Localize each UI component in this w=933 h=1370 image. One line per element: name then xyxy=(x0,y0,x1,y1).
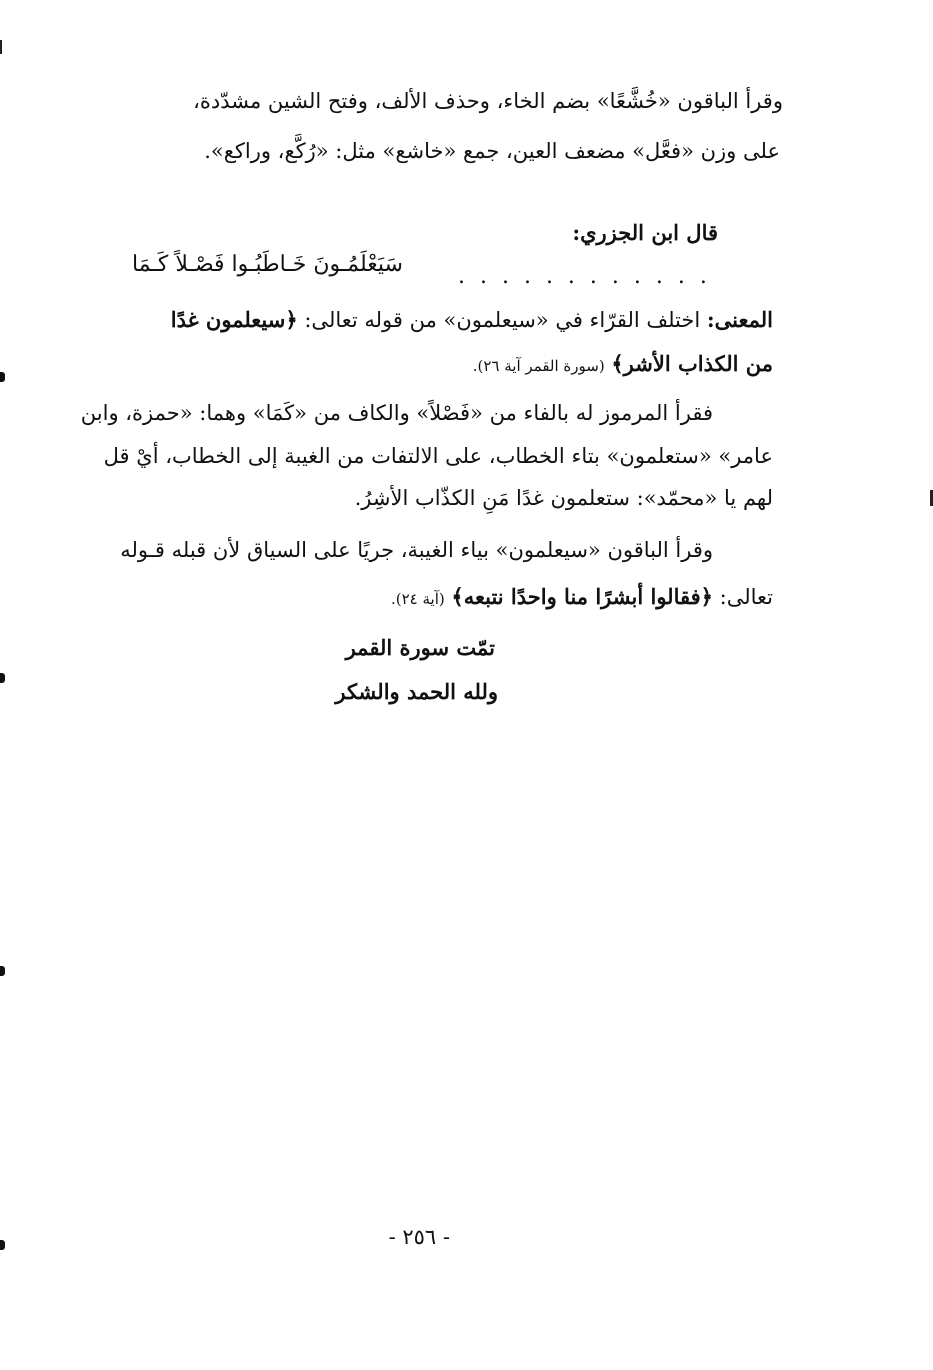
quran-quote-26-start: ﴿سيعلمون غدًا xyxy=(170,307,298,332)
scan-edge-mark xyxy=(0,673,5,683)
verse-text: سَيَعْلَمُـونَ خَـاطَبُـوا فَصْـلاً كَـمَا xyxy=(132,252,403,277)
paragraph-3-line-1: فقرأ المرموز له بالفاء من «فَصْلاً» والكاف من «كَمَا» وهما: «حمزة، وابن xyxy=(80,401,713,425)
scan-edge-mark xyxy=(0,966,5,976)
paragraph-2-line-1 xyxy=(171,305,773,335)
verse-header: قال ابن الجزري: xyxy=(572,220,718,245)
closing-line-2: ولله الحمد والشكر xyxy=(335,679,498,704)
scan-edge-mark xyxy=(0,1240,5,1250)
paragraph-1-line-2: على وزن «فعَّل» مضعف العين، جمع «خاشع» مثل: «رُكَّع، وراكع». xyxy=(204,139,780,163)
closing-line-1: تمّت سورة القمر xyxy=(345,635,495,660)
quran-quote-24: ﴿فقالوا أبشرًا منا واحدًا نتبعه﴾ xyxy=(451,584,713,609)
verse-ellipsis: . . . . . . . . . . . . xyxy=(458,264,711,289)
meaning-label: المعنى: xyxy=(706,307,773,332)
paragraph-3-line-3: لهم يا «محمّد»: ستعلمون غدًا مَنِ الكذّاب الأشِرُ. xyxy=(354,486,773,510)
quran-intro: تعالى: xyxy=(719,585,773,609)
surah-reference-24: (آية ٢٤). xyxy=(390,590,445,608)
quran-quote-26-end: من الكذاب الأشر﴾ xyxy=(611,351,773,376)
surah-reference-26: (سورة القمر آية ٢٦). xyxy=(472,357,605,375)
paragraph-1-line-1: وقرأ الباقون «خُشَّعًا» بضم الخاء، وحذف الألف، وفتح الشين مشدّدة، xyxy=(193,89,783,113)
paragraph-4-line-2 xyxy=(391,582,773,614)
scan-edge-mark xyxy=(0,372,5,382)
paragraph-2-line-2 xyxy=(473,349,773,381)
paragraph-4-line-1: وقرأ الباقون «سيعلمون» بياء الغيبة، جريًا على السياق لأن قبله قـوله xyxy=(120,538,713,562)
meaning-text: اختلف القرّاء في «سيعلمون» من قوله تعالى: xyxy=(304,308,701,332)
paragraph-3-line-2: عامر» «ستعلمون» بتاء الخطاب، على الالتفات من الغيبة إلى الخطاب، أيْ قل xyxy=(103,444,773,468)
scan-edge-mark xyxy=(0,40,2,54)
page-number: - ٢٥٦ - xyxy=(388,1225,450,1249)
